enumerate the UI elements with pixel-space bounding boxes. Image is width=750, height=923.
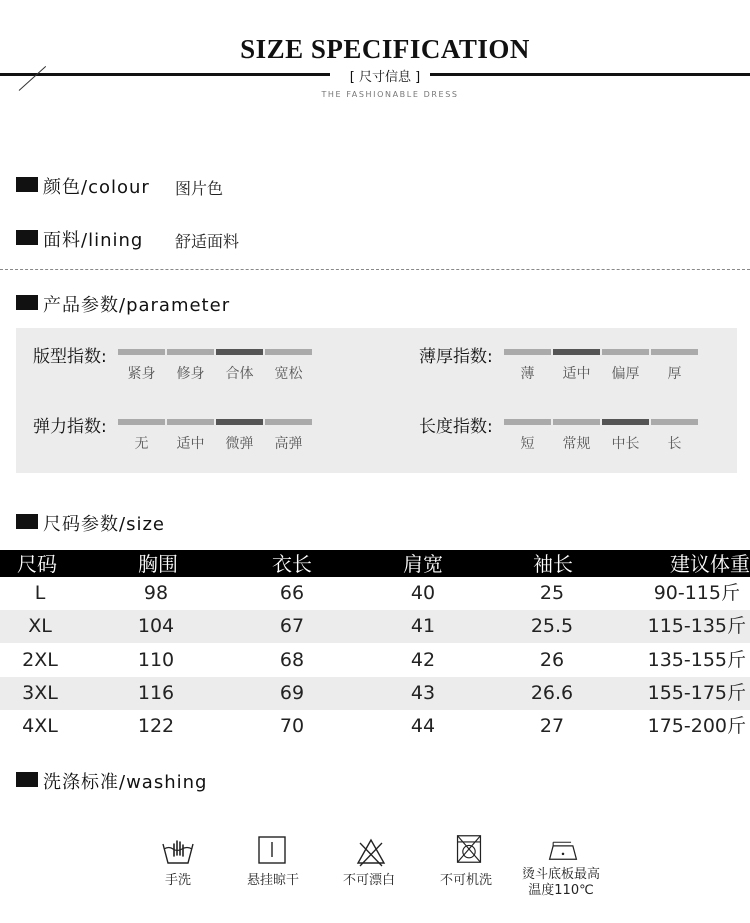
parameter-title: 产品参数/parameter	[43, 295, 231, 316]
fit-index-label: 版型指数:	[33, 347, 107, 367]
length-index-seg	[651, 419, 698, 425]
cell-weight: 175-200斤	[647, 715, 746, 737]
hang-dry-label: 悬挂晾干	[246, 873, 299, 888]
cell-size: L	[34, 582, 46, 604]
washing-bullet	[16, 772, 38, 787]
length-option: 短	[520, 436, 535, 452]
stretch-option: 无	[134, 436, 149, 452]
thickness-option: 厚	[667, 366, 682, 382]
cell-shoulder: 41	[410, 615, 436, 637]
col-size: 尺码	[17, 552, 57, 576]
cell-shoulder: 40	[410, 582, 436, 604]
lining-bullet	[16, 230, 38, 245]
cell-length: 66	[279, 582, 305, 604]
fit-index-seg-selected	[216, 349, 263, 355]
cell-shoulder: 42	[410, 649, 436, 671]
colour-bullet	[16, 177, 38, 192]
cell-sleeve: 26.6	[530, 682, 574, 704]
fit-option: 修身	[176, 366, 205, 382]
stretch-option: 微弹	[225, 436, 254, 452]
cell-shoulder: 43	[410, 682, 436, 704]
cell-weight: 135-155斤	[647, 649, 746, 671]
fit-option: 宽松	[274, 366, 303, 382]
stretch-index-seg	[118, 419, 165, 425]
stretch-index-label: 弹力指数:	[33, 417, 107, 437]
cell-chest: 104	[137, 615, 175, 637]
length-index-seg-selected	[602, 419, 649, 425]
thickness-index-seg	[504, 349, 551, 355]
cell-length: 69	[279, 682, 305, 704]
fit-index-seg	[265, 349, 312, 355]
section-divider	[0, 269, 750, 270]
no-machine-wash-icon	[452, 834, 486, 864]
thickness-option: 适中	[562, 366, 591, 382]
header-subtitle-text: [ 尺寸信息 ]	[342, 70, 428, 85]
cell-shoulder: 44	[410, 715, 436, 737]
cell-length: 67	[279, 615, 305, 637]
lining-label: 面料/lining	[43, 230, 144, 251]
iron-label-line2: 温度110℃	[528, 883, 594, 898]
colour-value: 图片色	[175, 179, 224, 198]
length-index-seg	[504, 419, 551, 425]
hang-dry-icon	[257, 836, 291, 866]
no-bleach-label: 不可漂白	[342, 873, 395, 888]
col-sleeve: 袖长	[533, 552, 573, 576]
hand-wash-label: 手洗	[164, 873, 191, 888]
iron-icon	[546, 838, 580, 868]
fit-option: 合体	[225, 366, 254, 382]
col-chest: 胸围	[138, 552, 178, 576]
no-bleach-icon	[355, 838, 389, 868]
cell-weight: 115-135斤	[647, 615, 746, 637]
page-title: SIZE SPECIFICATION	[240, 34, 530, 64]
fit-option: 紧身	[127, 366, 156, 382]
cell-sleeve: 27	[539, 715, 565, 737]
washing-title: 洗涤标准/washing	[43, 772, 208, 793]
thickness-index-label: 薄厚指数:	[419, 347, 493, 367]
cell-sleeve: 25.5	[530, 615, 574, 637]
length-index-seg	[553, 419, 600, 425]
cell-sleeve: 26	[539, 649, 565, 671]
stretch-option: 高弹	[274, 436, 303, 452]
col-length: 衣长	[272, 552, 312, 576]
length-option: 中长	[611, 436, 640, 452]
col-shoulder: 肩宽	[403, 552, 443, 576]
size-table-header	[0, 550, 750, 577]
hand-wash-icon	[161, 836, 195, 866]
thickness-index-seg	[651, 349, 698, 355]
stretch-index-seg	[167, 419, 214, 425]
length-option: 长	[667, 436, 682, 452]
cell-length: 70	[279, 715, 305, 737]
colour-label: 颜色/colour	[43, 177, 150, 198]
cell-chest: 110	[137, 649, 175, 671]
thickness-option: 薄	[520, 366, 535, 382]
length-option: 常规	[562, 436, 591, 452]
fit-index-seg	[118, 349, 165, 355]
size-title: 尺码参数/size	[43, 514, 165, 535]
iron-label-line1: 烫斗底板最高	[521, 867, 600, 882]
cell-size: 2XL	[22, 649, 58, 671]
cell-weight: 90-115斤	[653, 582, 740, 604]
length-index-label: 长度指数:	[419, 417, 493, 437]
stretch-option: 适中	[176, 436, 205, 452]
thickness-index-seg-selected	[553, 349, 600, 355]
header-subtitle	[0, 66, 750, 85]
size-bullet	[16, 514, 38, 529]
parameter-bullet	[16, 295, 38, 310]
cell-sleeve: 25	[539, 582, 565, 604]
cell-weight: 155-175斤	[647, 682, 746, 704]
stretch-index-seg	[265, 419, 312, 425]
no-machine-wash-label: 不可机洗	[439, 873, 492, 888]
cell-length: 68	[279, 649, 305, 671]
col-weight: 建议体重	[670, 552, 750, 576]
cell-size: 3XL	[22, 682, 58, 704]
thickness-index-seg	[602, 349, 649, 355]
cell-size: XL	[28, 615, 52, 637]
lining-value: 舒适面料	[175, 232, 240, 251]
fit-index-seg	[167, 349, 214, 355]
stretch-index-seg-selected	[216, 419, 263, 425]
thickness-option: 偏厚	[611, 366, 640, 382]
cell-chest: 122	[137, 715, 175, 737]
cell-chest: 116	[137, 682, 175, 704]
header-tagline: THE FASHIONABLE DRESS	[321, 90, 459, 99]
cell-size: 4XL	[22, 715, 58, 737]
cell-chest: 98	[143, 582, 169, 604]
